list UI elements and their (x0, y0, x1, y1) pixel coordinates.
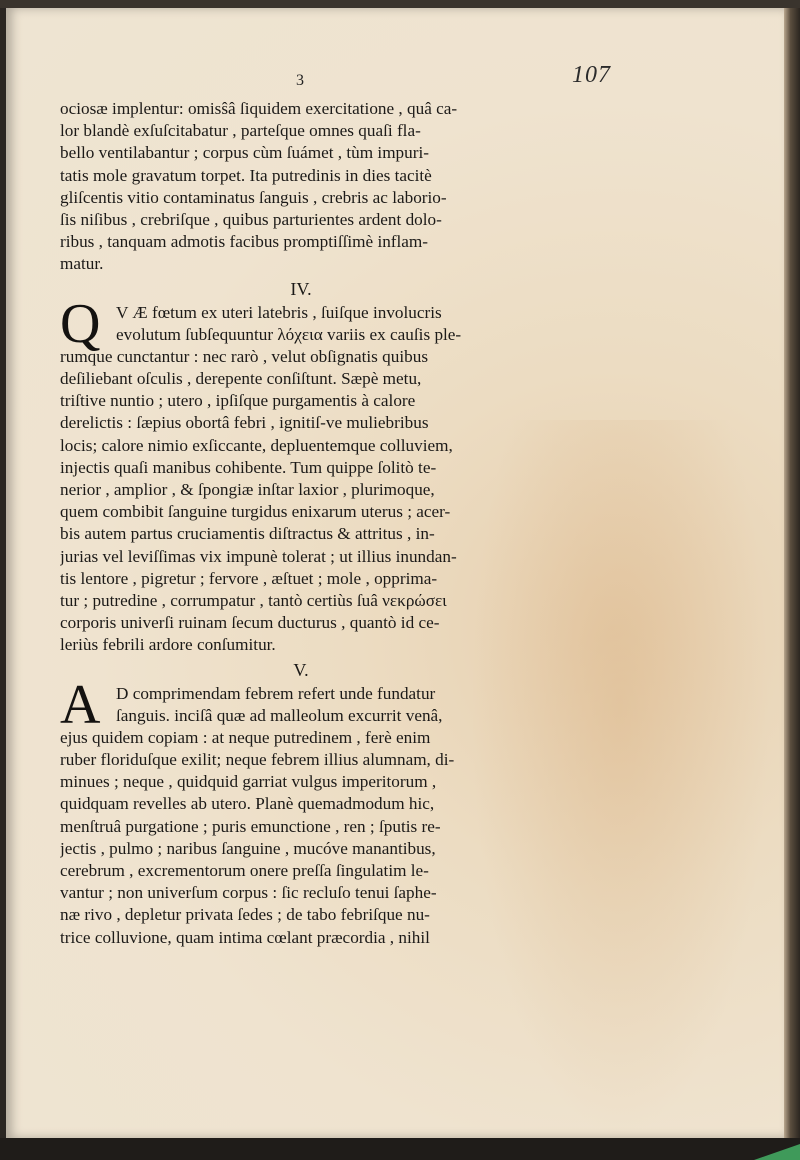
drop-cap-q: Q (60, 292, 101, 355)
section-heading-iv: IV. (290, 278, 312, 299)
text-line: quem combibit ſanguine turgidus enixarum uterus ; acer- (60, 502, 451, 522)
text-line: trice colluvione, quam intima cœlant præcordia , nihil (60, 927, 430, 947)
text-line: jurias vel leviſſimas vix impunè tolerat ; ut illius inundan- (60, 546, 457, 566)
page-number: 3 (296, 72, 304, 89)
text-line: cerebrum , excrementorum onere preſſa ſingulatim le- (60, 861, 429, 880)
text-line: ejus quidem copiam : at neque putredinem , ferè enim (60, 727, 431, 747)
book-top-edge (0, 0, 800, 8)
text-line: bello ventilabantur ; corpus cùm ſuámet , tùm impuri- (60, 143, 429, 163)
paragraph-v (60, 673, 542, 949)
text-line: gliſcentis vitio contaminatus ſanguis , crebris ac laborio- (60, 187, 447, 207)
text-line: deſiliebant oſculis , derepente conſiſtunt. Sæpè metu, (60, 369, 422, 389)
text-line: D comprimendam febrem refert unde fundatur (116, 683, 436, 703)
text-line: leriùs febrili ardore conſumitur. (60, 635, 276, 655)
text-line: bis autem partus cruciamentis diſtractus & attritus , in- (60, 524, 435, 544)
section-heading-v: V. (293, 659, 309, 680)
text-line: tis lentore , pigretur ; fervore , æſtuet ; mole , opprima- (60, 568, 438, 588)
text-line: evolutum ſubſequuntur λόχεια variis ex cauſis ple- (116, 324, 462, 344)
text-line: ſis niſibus , crebriſque , quibus parturientes ardent dolo- (60, 209, 442, 229)
text-line: ruber floriduſque exilit; neque febrem illius alumnam, di- (60, 750, 455, 770)
text-line: ribus , tanquam admotis facibus promptiſſimè inflam- (60, 232, 429, 252)
text-line: ociosæ implentur: omisŝâ ſiquidem exercitatione , quâ ca- (60, 99, 458, 118)
text-line: jectis , pulmo ; naribus ſanguine , mucóve manantibus, (60, 838, 436, 858)
text-line: matur. (60, 254, 104, 274)
body-text (60, 70, 542, 949)
text-line: menſtruâ purgatione ; puris emunctione , ren ; ſputis re- (60, 816, 441, 836)
text-line: nerior , amplior , & ſpongiæ inſtar laxior , plurimoque, (60, 480, 435, 499)
text-line: V Æ fœtum ex uteri latebris , ſuiſque involucris (116, 302, 442, 322)
text-line: triſtive nuntio ; utero , ipſiſque purgamentis à calore (60, 391, 416, 411)
text-line: derelictis : ſæpius obortâ febri , ignitiſ-ve muliebribus (60, 413, 429, 433)
handwritten-folio-number: 107 (572, 62, 611, 88)
book-bottom-edge (0, 1138, 800, 1160)
text-line: lor blandè exſuſcitabatur , parteſque omnes quaſi fla- (60, 121, 421, 141)
paragraph-continued (60, 98, 542, 276)
text-line: tatis mole gravatum torpet. Ita putredinis in dies tacitè (60, 165, 432, 185)
paragraph-iv (60, 292, 542, 657)
text-line: rumque cunctantur : nec rarò , velut obſignatis quibus (60, 346, 429, 366)
text-line: quidquam revelles ab utero. Planè quemadmodum hic, (60, 794, 435, 814)
text-line: tur ; putredine , corrumpatur , tantò certiùs ſuâ νεκρώσει (60, 590, 447, 610)
text-line: locis; calore nimio exſiccante, depluentemque colluviem, (60, 435, 453, 455)
page-fore-edge (784, 8, 800, 1138)
text-line: næ rivo , depletur privata ſedes ; de tabo febriſque nu- (60, 905, 430, 925)
text-line: ſanguis. inciſâ quæ ad malleolum excurrit venâ, (116, 705, 443, 725)
text-line: vantur ; non univerſum corpus : ſic recluſo tenui ſaphe- (60, 883, 437, 903)
text-line: minues ; neque , quidquid garriat vulgus imperitorum , (60, 772, 437, 792)
drop-cap-a: A (60, 673, 101, 736)
text-line: injectis quaſi manibus cohibente. Tum quippe ſolitò te- (60, 457, 437, 477)
text-line: corporis univerſi ruinam ſecum ducturus , quantò id ce- (60, 613, 440, 633)
